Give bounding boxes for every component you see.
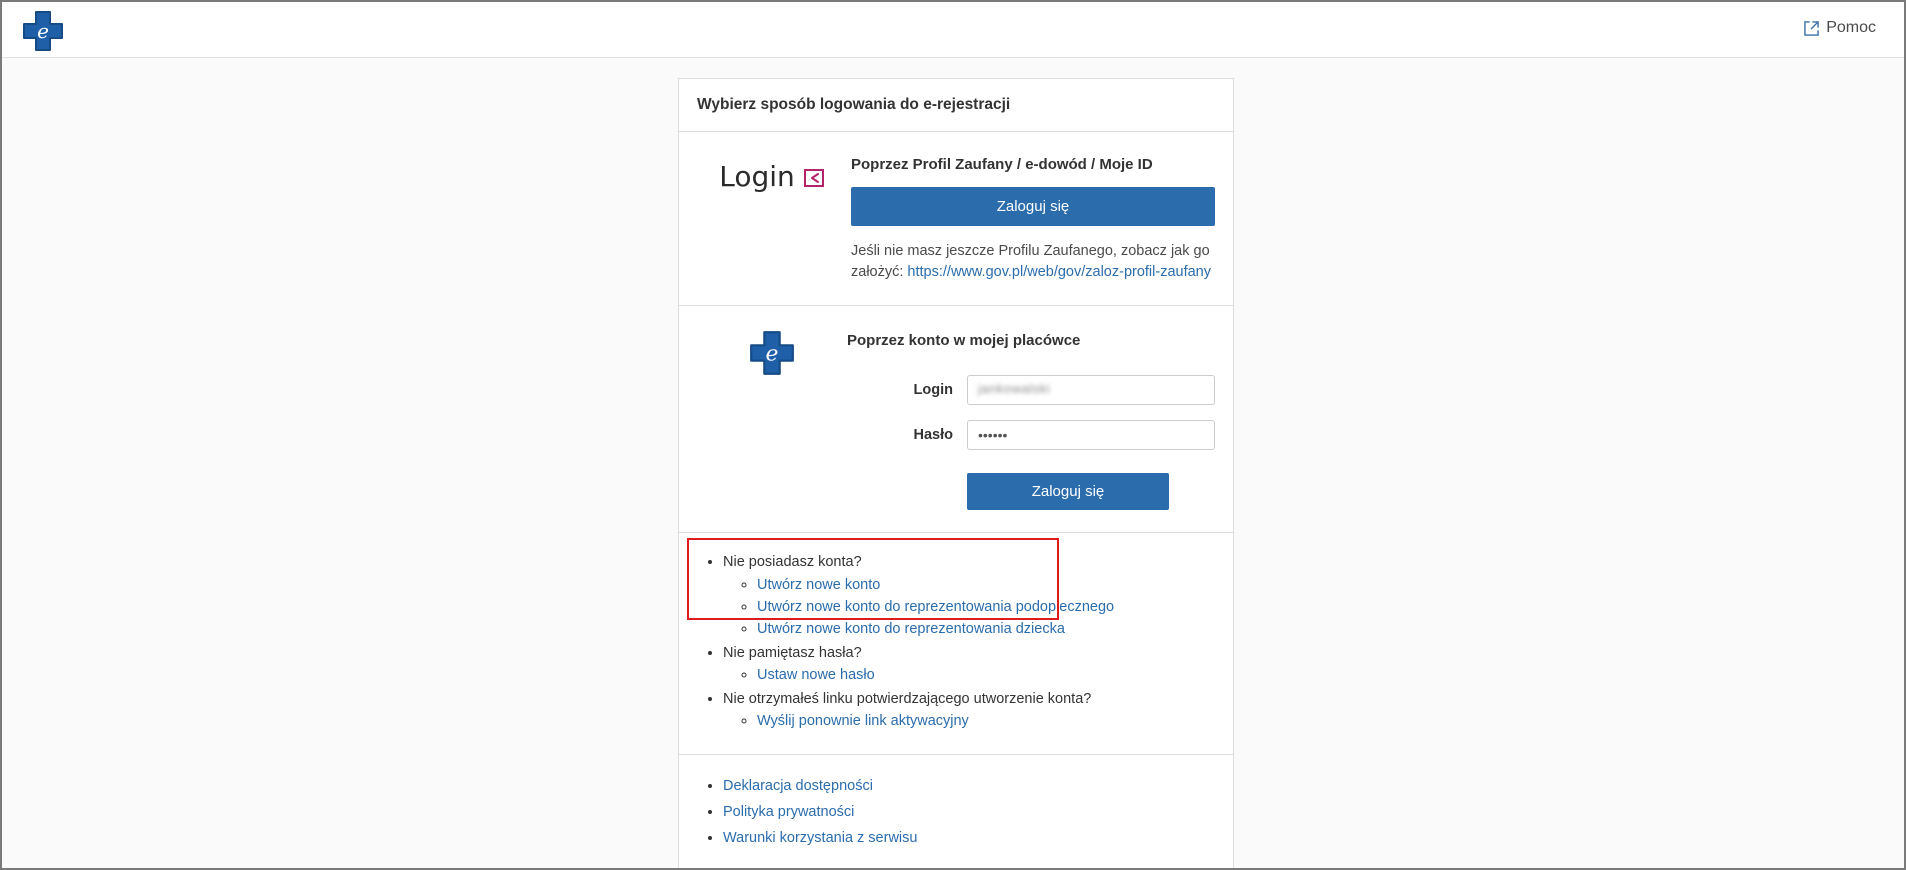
list-item xyxy=(723,773,1215,799)
forgot-password-group xyxy=(723,642,1215,687)
password-input[interactable] xyxy=(967,420,1215,450)
e-rejestracja-logo-icon xyxy=(22,10,64,52)
create-account-ward-link[interactable]: Utwórz nowe konto do reprezentowania podopiecznego xyxy=(757,598,1115,615)
svg-text:e: e xyxy=(37,19,49,43)
create-account-child-link[interactable]: Utwórz nowe konto do reprezentowania dziecka xyxy=(757,621,1065,638)
pz-login-button[interactable]: Zaloguj się xyxy=(851,187,1215,226)
profil-zaufany-section xyxy=(679,132,1233,306)
top-bar xyxy=(2,2,1904,58)
list-item xyxy=(723,799,1215,825)
resend-activation-link[interactable]: Wyślij ponownie link aktywacyjny xyxy=(757,713,969,730)
clinic-logo-icon xyxy=(749,330,795,376)
login-gov-brand xyxy=(697,152,847,193)
no-account-label: Nie posiadasz konta? xyxy=(723,554,862,571)
create-account-link[interactable]: Utwórz nowe konto xyxy=(757,576,881,593)
list-item xyxy=(723,825,1215,851)
privacy-policy-link[interactable]: Polityka prywatności xyxy=(723,803,855,820)
login-input-value: jankowalski xyxy=(978,381,1050,397)
password-field-row xyxy=(847,420,1215,450)
no-activation-group xyxy=(723,688,1215,733)
terms-of-service-link[interactable]: Warunki korzystania z serwisu xyxy=(723,829,918,846)
card-title: Wybierz sposób logowania do e-rejestracji xyxy=(679,79,1233,132)
forgot-password-label: Nie pamiętasz hasła? xyxy=(723,644,862,661)
local-login-button[interactable]: Zaloguj się xyxy=(967,473,1169,510)
pz-note xyxy=(851,241,1215,283)
password-label: Hasło xyxy=(913,427,953,444)
external-link-icon xyxy=(1804,21,1819,36)
login-label: Login xyxy=(913,382,953,399)
list-item xyxy=(757,618,1215,640)
no-account-group xyxy=(723,551,1215,641)
login-field-row xyxy=(847,375,1215,405)
login-gov-mark-icon xyxy=(801,165,825,189)
help-label: Pomoc xyxy=(1826,19,1876,36)
accessibility-declaration-link[interactable]: Deklaracja dostępności xyxy=(723,777,873,794)
list-item xyxy=(757,574,1215,596)
local-account-section xyxy=(679,306,1233,533)
login-card xyxy=(678,78,1234,870)
list-item xyxy=(757,596,1215,618)
pz-note-text: Jeśli nie masz jeszcze Profilu Zaufanego, zobacz jak go założyć: xyxy=(851,243,1210,281)
pz-note-link[interactable]: https://www.gov.pl/web/gov/zaloz-profil-zaufany xyxy=(907,264,1211,281)
list-item xyxy=(757,710,1215,732)
account-help-links xyxy=(679,533,1233,755)
page-body xyxy=(2,58,1904,868)
no-activation-label: Nie otrzymałeś linku potwierdzającego utworzenie konta? xyxy=(723,690,1092,707)
local-title: Poprzez konto w mojej placówce xyxy=(847,332,1081,350)
set-new-password-link[interactable]: Ustaw nowe hasło xyxy=(757,667,875,684)
help-link[interactable] xyxy=(1804,19,1876,37)
login-input[interactable] xyxy=(967,375,1215,405)
footer-links xyxy=(679,755,1233,870)
svg-text:e: e xyxy=(765,341,779,367)
list-item xyxy=(757,664,1215,686)
login-gov-word: Login xyxy=(719,160,795,193)
pz-title: Poprzez Profil Zaufany / e-dowód / Moje ID xyxy=(851,156,1153,173)
